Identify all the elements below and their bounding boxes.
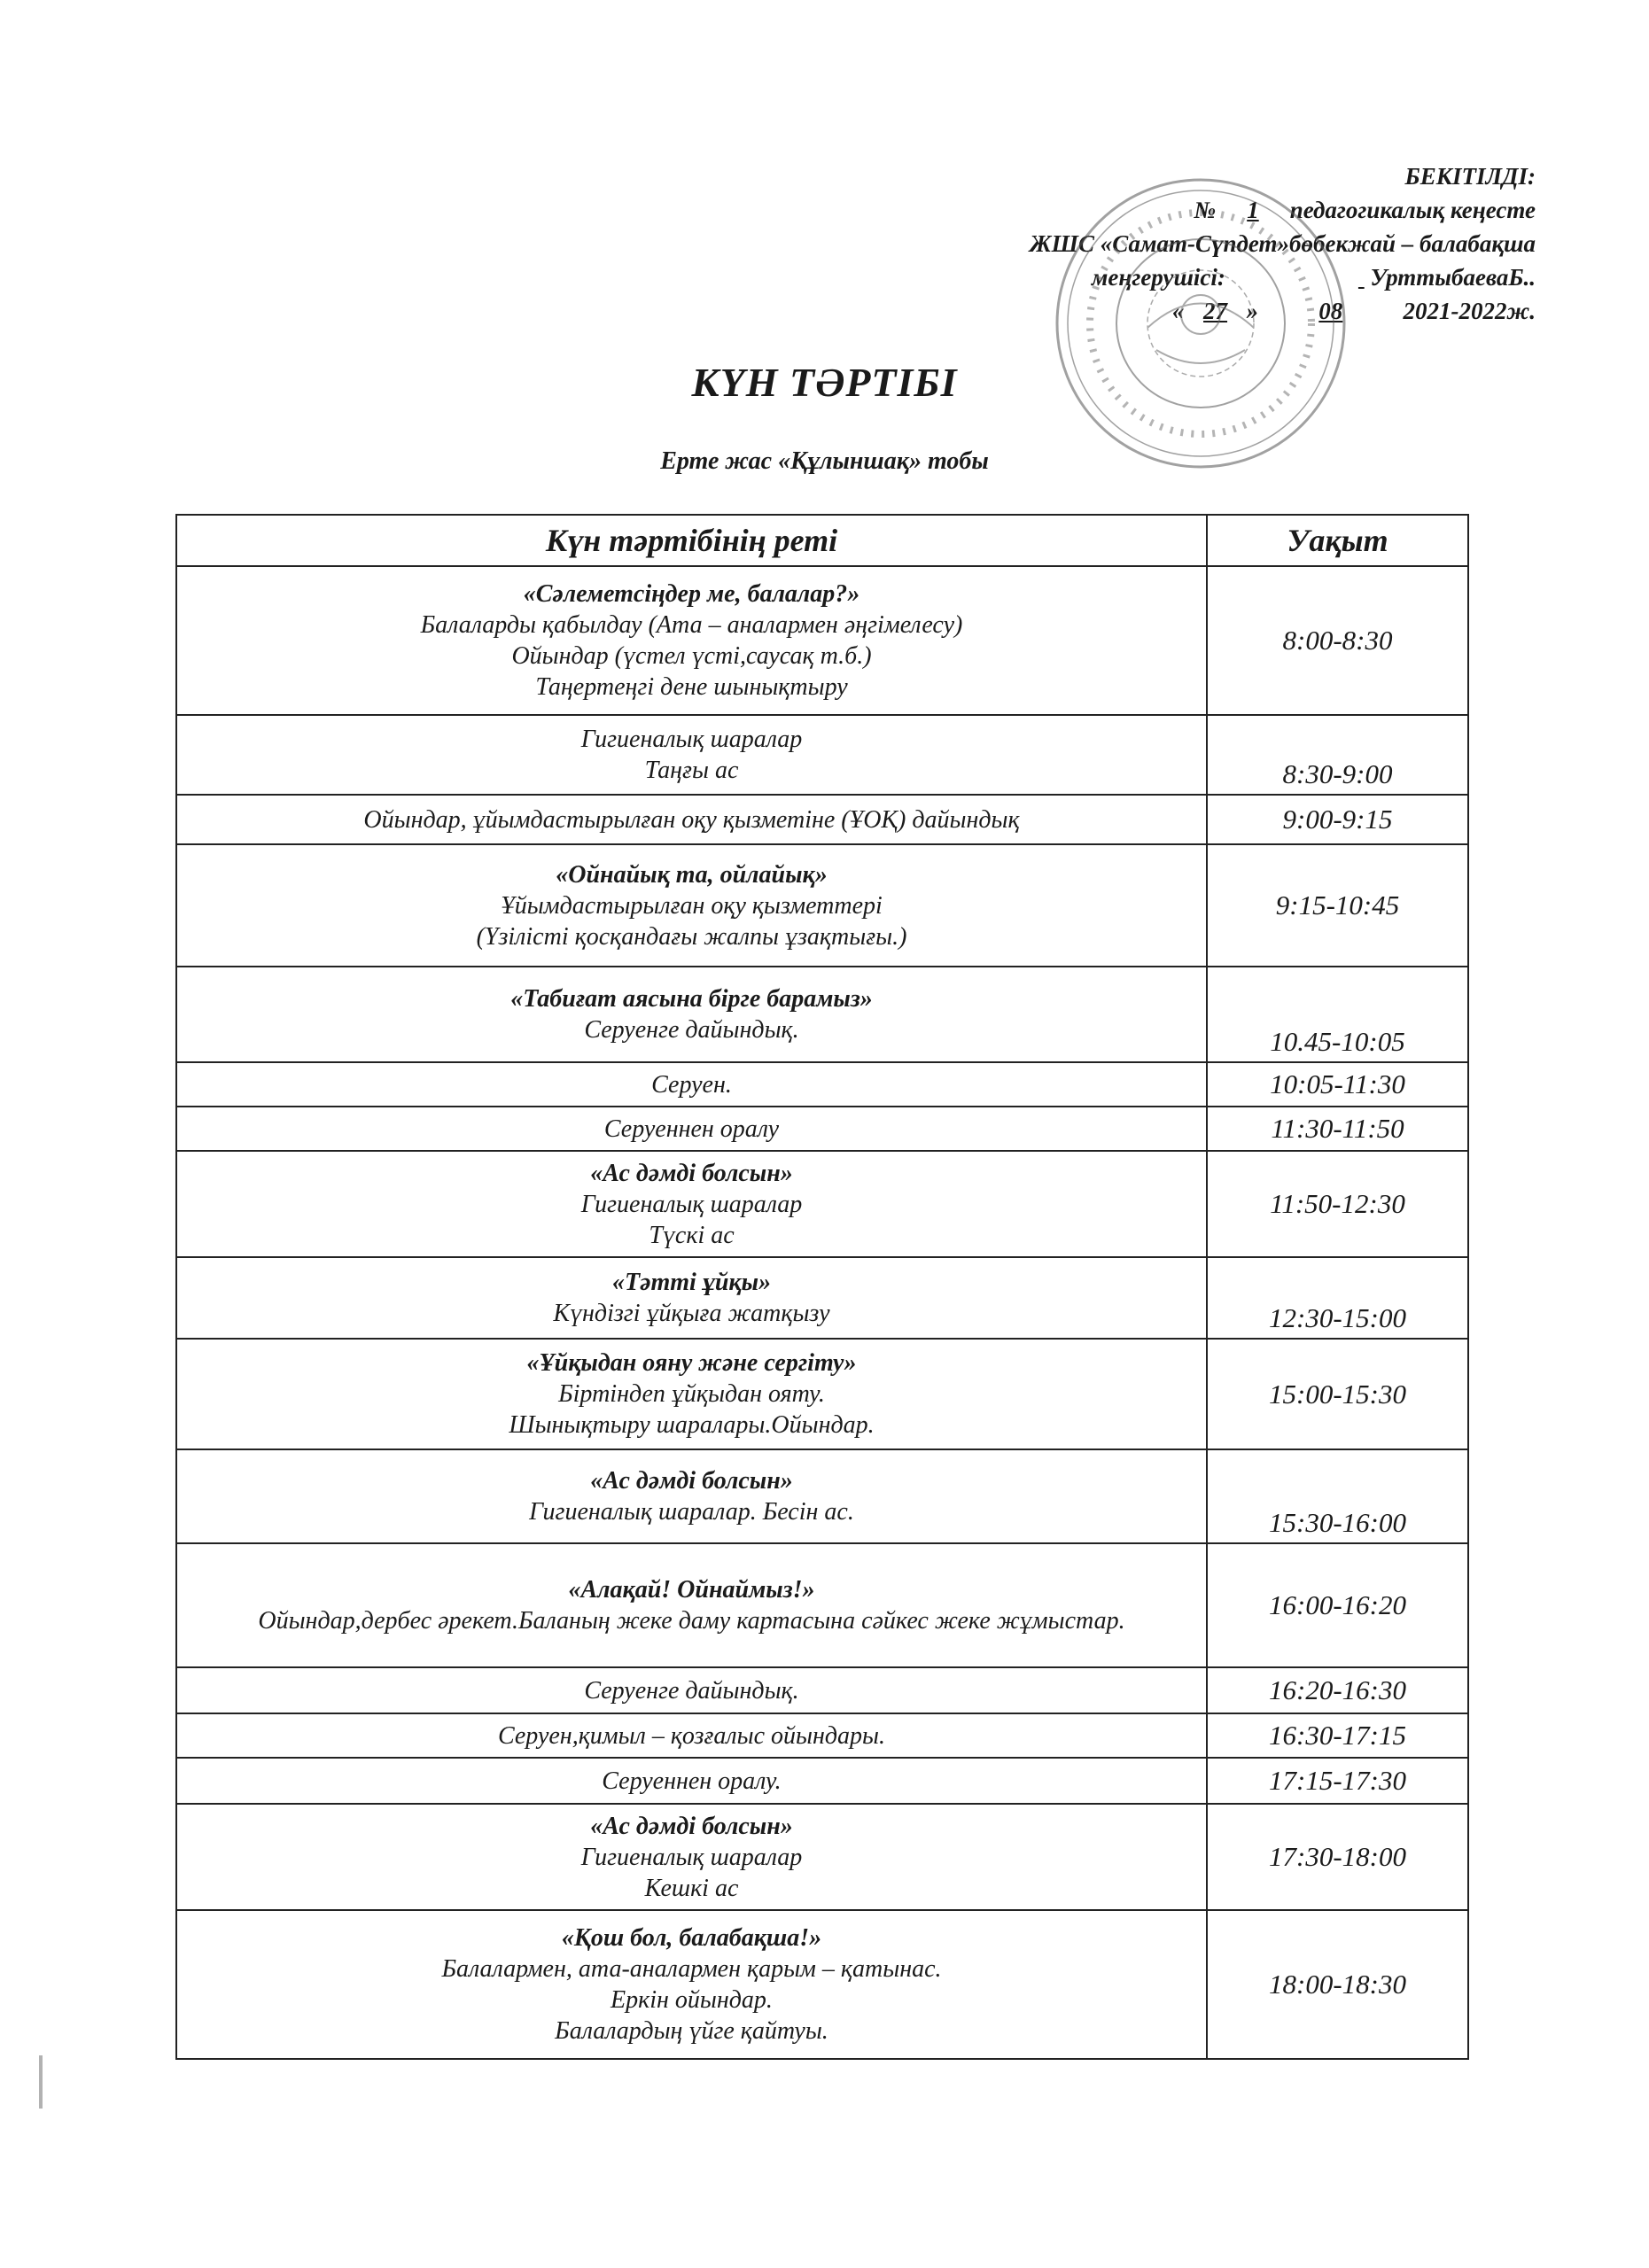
activity-cell — [176, 566, 1207, 715]
activity-line: Серуен,қимыл – қозғалыс ойындары. — [498, 1721, 885, 1750]
activity-cell — [176, 967, 1207, 1062]
table-row — [176, 1667, 1468, 1713]
time-cell: 17:15-17:30 — [1207, 1758, 1468, 1804]
activity-line: Серуеннен оралу. — [602, 1767, 782, 1795]
activity-cell — [176, 1062, 1207, 1107]
activity-line: Ойындар,дербес әрекет.Баланың жеке даму картасына сәйкес жеке жұмыстар. — [258, 1607, 1125, 1635]
activity-heading: «Ойнайық та, ойлайық» — [556, 860, 828, 889]
time-cell: 10.45-10:05 — [1207, 967, 1468, 1062]
activity-heading: «Ас дәмді болсын» — [590, 1812, 793, 1840]
time-cell: 16:20-16:30 — [1207, 1667, 1468, 1713]
approval-head-line: меңгерушісі: УрттыбаеваБ.. — [1091, 264, 1536, 291]
table-row — [176, 1339, 1468, 1449]
activity-line: (Үзілісті қосқандағы жалпы ұзақтығы.) — [476, 922, 907, 951]
activity-line: Күндізгі ұйқыға жатқызу — [553, 1300, 830, 1327]
table-header-row — [176, 515, 1468, 566]
activity-line: Гигиеналық шаралар. Бесін ас. — [529, 1498, 854, 1526]
page-title: КҮН ТӘРТІБІ — [691, 360, 958, 405]
table-row — [176, 1713, 1468, 1758]
time-cell: 10:05-11:30 — [1207, 1062, 1468, 1107]
time-cell: 16:00-16:20 — [1207, 1543, 1468, 1667]
activity-column-header: Күн тәртібінің реті — [176, 515, 1207, 566]
activity-cell — [176, 1107, 1207, 1151]
activity-heading: «Ас дәмді болсын» — [590, 1159, 793, 1187]
activity-line: Таңертеңгі дене шынықтыру — [535, 673, 848, 701]
activity-heading: «Алақай! Ойнаймыз!» — [568, 1576, 815, 1604]
activity-cell — [176, 1151, 1207, 1257]
table-row — [176, 1804, 1468, 1910]
table-row — [176, 1449, 1468, 1543]
activity-line: Біртіндеп ұйқыдан ояту. — [558, 1380, 825, 1408]
group-subtitle: Ерте жас «Құлыншақ» тобы — [660, 447, 989, 475]
table-row — [176, 1107, 1468, 1151]
activity-line: Балалардың үйге қайтуы. — [555, 2017, 828, 2045]
time-cell: 16:30-17:15 — [1207, 1713, 1468, 1758]
activity-cell — [176, 844, 1207, 967]
time-cell: 8:30-9:00 — [1207, 715, 1468, 795]
table-row — [176, 844, 1468, 967]
activity-line: Таңғы ас — [644, 757, 739, 784]
activity-cell — [176, 1543, 1207, 1667]
table-row — [176, 715, 1468, 795]
activity-line: Түскі ас — [649, 1221, 735, 1249]
activity-line: Серуенге дайындық. — [584, 1016, 799, 1044]
table-row — [176, 1151, 1468, 1257]
activity-heading: «Сәлеметсіңдер ме, балалар?» — [523, 580, 860, 608]
time-cell: 17:30-18:00 — [1207, 1804, 1468, 1910]
activity-line: Гигиеналық шаралар — [580, 1843, 803, 1871]
time-cell: 15:00-15:30 — [1207, 1339, 1468, 1449]
activity-cell — [176, 1449, 1207, 1543]
activity-line: Шынықтыру шаралары.Ойындар. — [509, 1411, 875, 1439]
activity-cell — [176, 1667, 1207, 1713]
activity-line: Серуен. — [651, 1070, 732, 1099]
activity-line: Балаларды қабылдау (Ата – аналармен әңгімелесу) — [420, 611, 963, 639]
time-cell: 12:30-15:00 — [1207, 1257, 1468, 1339]
activity-cell — [176, 715, 1207, 795]
time-cell: 8:00-8:30 — [1207, 566, 1468, 715]
table-row — [176, 566, 1468, 715]
scan-margin-mark — [39, 2055, 43, 2109]
activity-cell — [176, 1713, 1207, 1758]
activity-cell — [176, 1804, 1207, 1910]
time-cell: 15:30-16:00 — [1207, 1449, 1468, 1543]
table-row — [176, 967, 1468, 1062]
activity-line: Кешкі ас — [644, 1874, 739, 1902]
activity-heading: «Ас дәмді болсын» — [590, 1467, 793, 1495]
approval-organization: ЖШС «Самат-Сүпдет»бөбекжай – балабақша — [1029, 230, 1536, 257]
schedule-table — [175, 514, 1469, 2060]
activity-line: Еркін ойындар. — [611, 1986, 773, 2014]
activity-line: Серуеннен оралу — [603, 1115, 780, 1143]
activity-cell — [176, 795, 1207, 844]
activity-line: Серуенге дайындық. — [584, 1676, 799, 1705]
activity-line: Ойындар (үстел үсті,саусақ т.б.) — [511, 642, 872, 670]
activity-line: Ұйымдастырылған оқу қызметтері — [501, 891, 883, 920]
approval-heading: БЕКІТІЛДІ: — [1404, 163, 1536, 190]
activity-line: Балалармен, ата-аналармен қарым – қатынас. — [441, 1955, 942, 1983]
activity-line: Гигиеналық шаралар — [580, 1190, 803, 1218]
table-row — [176, 1543, 1468, 1667]
activity-heading: «Ұйқыдан ояну және сергіту» — [526, 1349, 857, 1377]
time-cell: 11:50-12:30 — [1207, 1151, 1468, 1257]
time-cell: 9:00-9:15 — [1207, 795, 1468, 844]
table-row — [176, 1062, 1468, 1107]
table-row — [176, 1257, 1468, 1339]
round-seal-icon — [1050, 173, 1351, 474]
activity-cell — [176, 1758, 1207, 1804]
approval-date-line: « 27 » 08 2021-2022ж. — [1172, 298, 1536, 324]
activity-heading: «Тәтті ұйқы» — [611, 1269, 772, 1296]
approval-council-line: № 1 педагогикалық кеңесте — [1194, 197, 1536, 223]
table-row — [176, 1758, 1468, 1804]
activity-heading: «Қош бол, балабақша!» — [561, 1924, 822, 1952]
activity-heading: «Табиғат аясына бірге барамыз» — [510, 985, 873, 1013]
activity-cell — [176, 1339, 1207, 1449]
table-row — [176, 795, 1468, 844]
activity-cell — [176, 1257, 1207, 1339]
time-cell: 18:00-18:30 — [1207, 1910, 1468, 2059]
activity-cell — [176, 1910, 1207, 2059]
time-column-header: Уақыт — [1207, 515, 1468, 566]
activity-line: Гигиеналық шаралар — [580, 726, 803, 753]
time-cell: 11:30-11:50 — [1207, 1107, 1468, 1151]
activity-line: Ойындар, ұйымдастырылған оқу қызметіне (ҰОҚ) дайындық — [363, 805, 1020, 834]
time-cell: 9:15-10:45 — [1207, 844, 1468, 967]
table-row — [176, 1910, 1468, 2059]
